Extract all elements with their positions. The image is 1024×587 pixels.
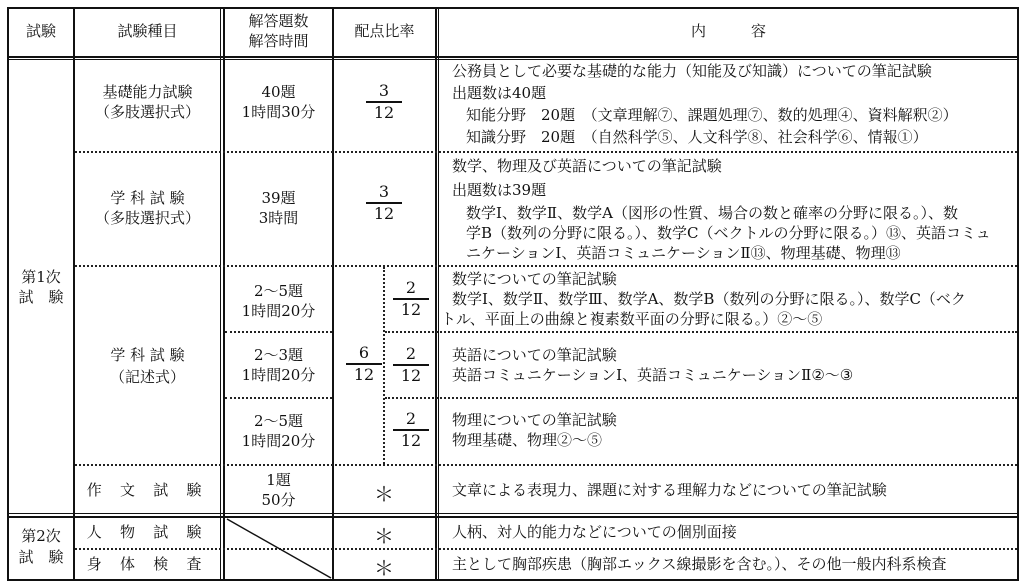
subject-mc-content-line: 数学Ⅰ、数学Ⅱ、数学A（図形の性質、場合の数と確率の分野に限る。）、数 — [466, 204, 958, 222]
essay-content: 文章による表現力、課題に対する理解力などについての筆記試験 — [452, 481, 887, 499]
physics-time: 1時間20分 — [241, 432, 316, 450]
stage2-label-2: 試 験 — [18, 548, 64, 566]
math-ratio — [391, 279, 431, 319]
subject-mc-time: 3時間 — [258, 209, 299, 227]
table-right-border — [1017, 7, 1019, 581]
basic-content-line: 知能分野 20題 （文章理解⑦、課題処理⑦、数的処理④、資料解釈②） — [466, 106, 958, 124]
physical-ratio: ＊ — [374, 556, 394, 580]
essay-test-name: 作 文 試 験 — [86, 481, 209, 499]
essay-ratio: ＊ — [374, 482, 394, 506]
table-top-border — [7, 7, 1019, 9]
interview-ratio: ＊ — [374, 524, 394, 548]
subject-written-ratio — [344, 344, 384, 384]
physical-content: 主として胸部疾患（胸部エックス線撮影を含む。）、その他一般内科系検査 — [452, 555, 947, 573]
ratio-numerator: 6 — [358, 343, 370, 362]
row-divider-math — [385, 331, 1017, 333]
row-divider-subject-mc — [75, 265, 1017, 267]
row-divider-math-count — [225, 331, 332, 333]
ratio-denominator: 12 — [400, 300, 422, 319]
physics-count: 2～5題 — [253, 412, 304, 430]
row-divider-english-count — [225, 397, 332, 399]
ratio-numerator: 2 — [405, 278, 417, 297]
essay-count: 1題 — [266, 471, 291, 489]
physics-content-line: 物理基礎、物理②～⑤ — [452, 431, 603, 449]
ratio-denominator: 12 — [400, 366, 422, 385]
essay-time: 50分 — [261, 491, 296, 509]
header-ratio: 配点比率 — [354, 22, 415, 40]
english-time: 1時間20分 — [241, 366, 316, 384]
math-time: 1時間20分 — [241, 302, 316, 320]
subject-written-format: （記述式） — [109, 368, 185, 386]
header-time: 解答時間 — [248, 32, 309, 50]
header-exam: 試験 — [25, 22, 56, 40]
row-divider-written — [75, 464, 1017, 466]
english-content-line: 英語コミュニケーションⅠ、英語コミュニケーションⅡ②～③ — [452, 366, 854, 384]
ratio-denominator: 12 — [353, 365, 375, 384]
basic-content-line: 知識分野 20題 （自然科学⑤、人文科学⑧、社会科学⑥、情報①） — [466, 128, 928, 146]
ratio-numerator: 2 — [405, 344, 417, 363]
basic-content-line: 出題数は40題 — [452, 84, 547, 102]
ratio-denominator: 12 — [373, 103, 395, 122]
subject-mc-ratio — [364, 183, 404, 223]
subject-mc-format: （多肢選択式） — [94, 209, 200, 227]
subject-mc-content-line: 学B（数列の分野に限る。）、数学C（ベクトルの分野に限る。）⑬、英語コミュ — [466, 224, 991, 242]
english-content-line: 英語についての筆記試験 — [452, 346, 617, 364]
basic-test-format: （多肢選択式） — [94, 103, 200, 121]
ratio-numerator: 2 — [405, 409, 417, 428]
math-content-line: 数学Ⅰ、数学Ⅱ、数学Ⅲ、数学A、数学B（数列の分野に限る。）、数学C（ベク — [452, 290, 966, 308]
subject-mc-content-line: 出題数は39題 — [452, 181, 547, 199]
header-type: 試験種目 — [117, 22, 178, 40]
not-applicable-slash — [225, 518, 332, 579]
ratio-denominator: 12 — [373, 204, 395, 223]
row-divider-basic — [75, 151, 1017, 153]
col-divider-ratio — [435, 7, 437, 581]
col-divider-ratio-inner — [438, 7, 439, 581]
header-bottom-border — [7, 56, 1019, 58]
stage1-label: 第1次 — [21, 268, 61, 286]
math-content-line: トル、平面上の曲線と複素数平面の分野に限る。）②～⑤ — [441, 310, 823, 328]
stage-separator — [7, 513, 1019, 514]
stage1-label-2: 試 験 — [18, 288, 64, 306]
subject-mc-content-line: 数学、物理及び英語についての筆記試験 — [452, 157, 722, 175]
basic-test-count: 40題 — [261, 83, 296, 101]
basic-test-name: 基礎能力試験 — [102, 83, 193, 101]
header-count: 解答題数 — [248, 12, 309, 30]
ratio-denominator: 12 — [400, 431, 422, 450]
col-divider-count — [332, 7, 334, 581]
subject-mc-content-line: ニケーションⅠ、英語コミュニケーションⅡ⑬、物理基礎、物理⑬ — [466, 244, 901, 262]
header-content: 内 容 — [690, 22, 766, 40]
subject-written-name: 学 科 試 験 — [110, 346, 185, 364]
basic-test-ratio — [364, 82, 404, 122]
basic-test-time: 1時間30分 — [241, 103, 316, 121]
col-divider-type — [220, 7, 221, 581]
ratio-numerator: 3 — [378, 182, 390, 201]
stage2-label: 第2次 — [21, 527, 61, 545]
stage-separator-inner — [7, 516, 1019, 518]
interview-test-name: 人 物 試 験 — [86, 523, 209, 541]
physical-exam-name: 身 体 検 査 — [86, 555, 209, 573]
physics-ratio — [391, 410, 431, 450]
row-divider-english — [385, 397, 1017, 399]
physics-content-line: 物理についての筆記試験 — [452, 411, 617, 429]
table-bottom-border — [7, 579, 1019, 581]
english-ratio — [391, 345, 431, 385]
header-bottom-border-inner — [7, 59, 1019, 60]
english-count: 2～3題 — [253, 346, 304, 364]
math-count: 2～5題 — [253, 282, 304, 300]
interview-content: 人柄、対人的能力などについての個別面接 — [452, 523, 737, 541]
ratio-numerator: 3 — [378, 81, 390, 100]
subject-mc-name: 学 科 試 験 — [110, 189, 185, 207]
subject-mc-count: 39題 — [261, 189, 296, 207]
basic-content-line: 公務員として必要な基礎的な能力（知能及び知識）についての筆記試験 — [452, 62, 932, 80]
math-content-line: 数学についての筆記試験 — [452, 270, 617, 288]
row-divider-interview — [75, 548, 1017, 550]
